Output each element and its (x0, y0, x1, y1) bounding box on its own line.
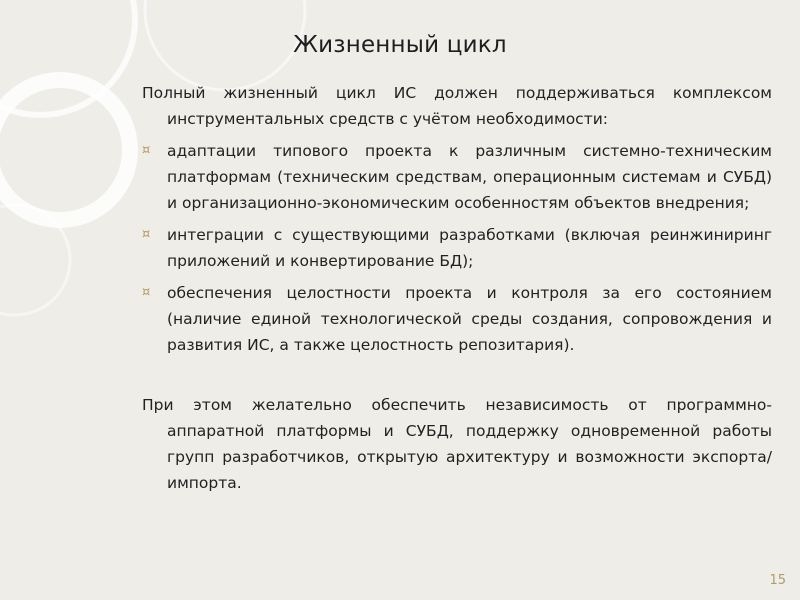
closing-paragraph: При этом желательно обеспечить независимость от программно-аппаратной платформы и СУБД, поддержку одновременной работы групп разработчиков, открытую архитектуру и возможности экспорта/импорта. (142, 396, 772, 492)
list-item (142, 222, 772, 274)
list-item (142, 280, 772, 358)
slide-content (142, 80, 772, 496)
slide-title: Жизненный цикл (293, 32, 507, 58)
list-item (142, 138, 772, 216)
bullet-icon: ¤ (142, 227, 151, 242)
spacer (142, 364, 772, 392)
bullet-list (142, 138, 772, 358)
bullet-icon: ¤ (142, 143, 151, 158)
bullet-text: интеграции с существующими разработками (включая реинжиниринг приложений и конвертирование БД); (167, 226, 772, 270)
page-number: 15 (769, 573, 786, 588)
bullet-text: адаптации типового проекта к различным системно-техническим платформам (техническим средствам, операционным системам и СУБД) и организационно-экономическим особенностям объектов внедрения; (167, 142, 772, 212)
bullet-icon: ¤ (142, 285, 151, 300)
bullet-text: обеспечения целостности проекта и контроля за его состоянием (наличие единой технологической среды создания, сопровождения и развития ИС, а также целостность репозитария). (167, 284, 772, 354)
intro-paragraph: Полный жизненный цикл ИС должен поддерживаться комплексом инструментальных средств с учётом необходимости: (142, 84, 772, 128)
